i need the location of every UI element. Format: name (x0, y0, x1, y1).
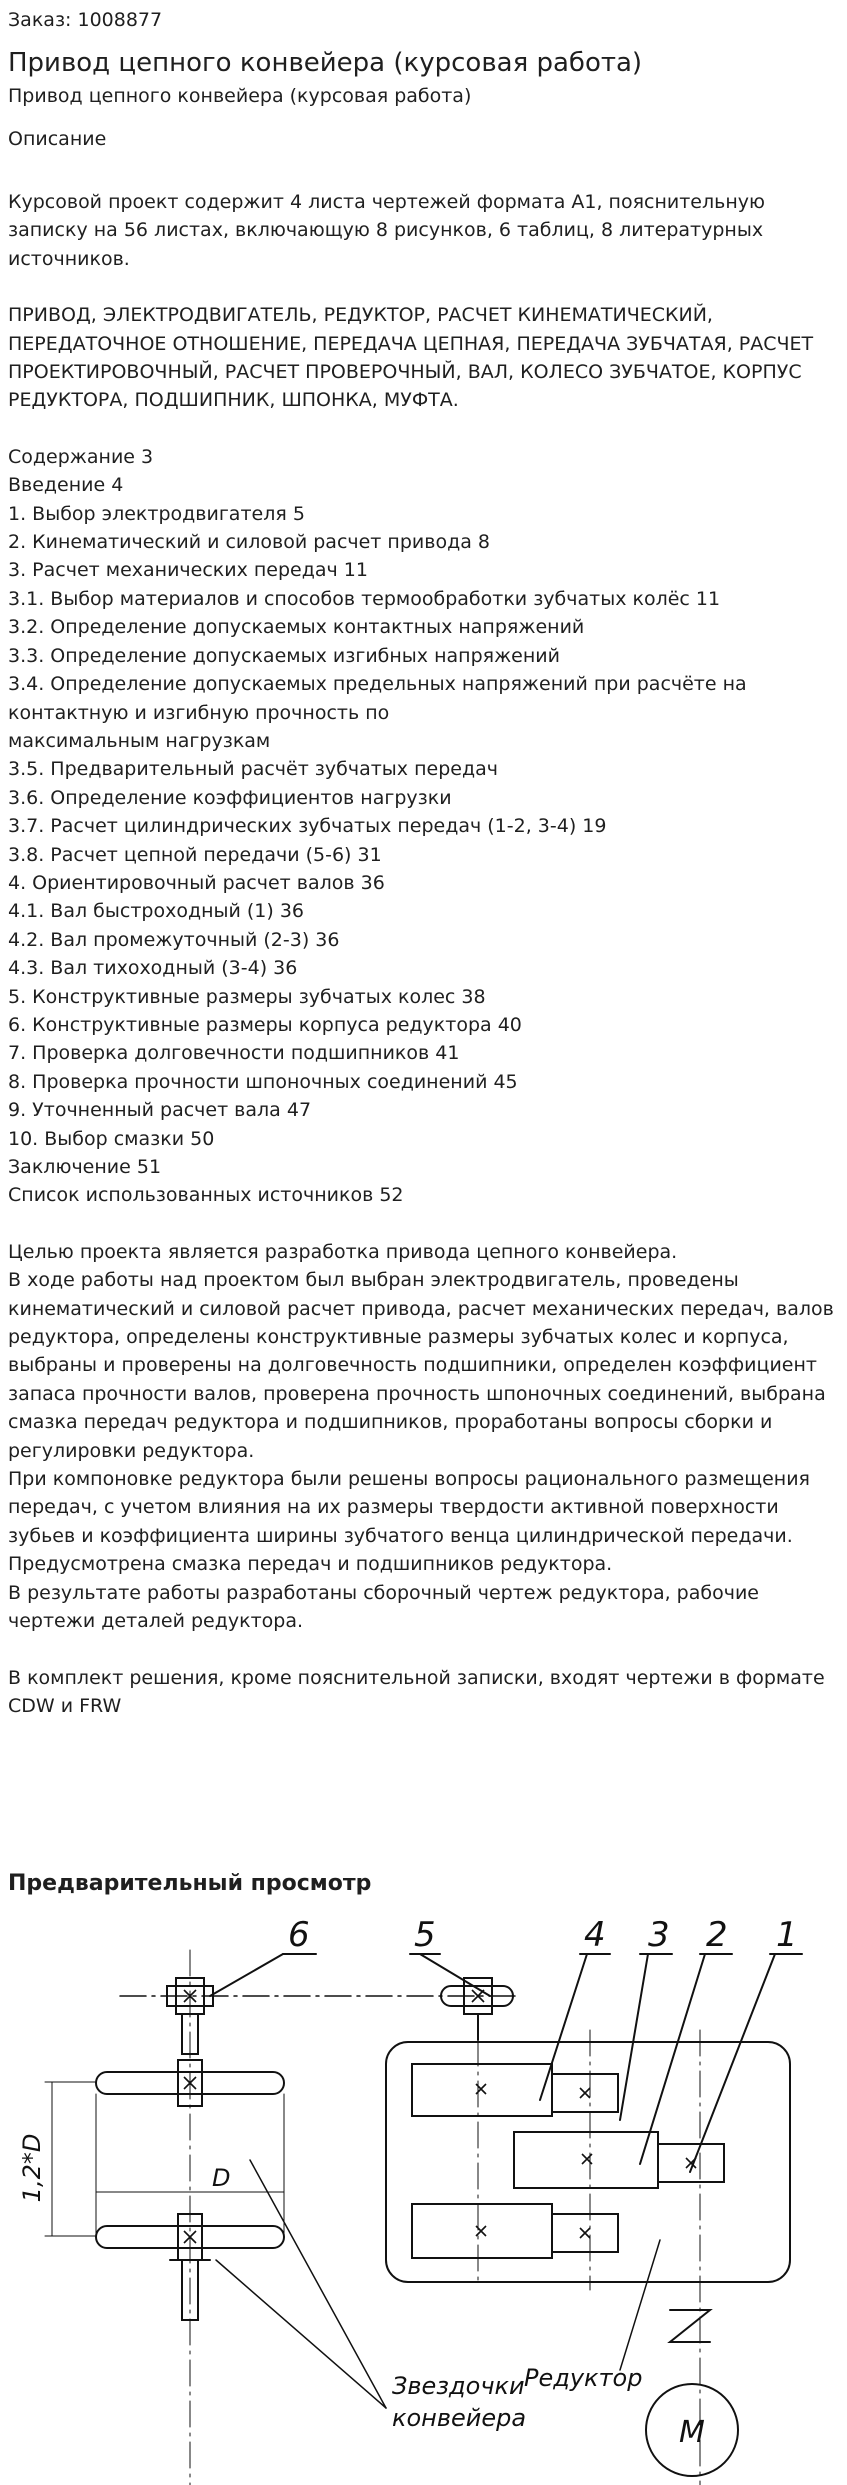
page-title: Привод цепного конвейера (курсовая работа) (8, 48, 643, 78)
leader-3 (620, 1954, 648, 2120)
conclusion-line: В результате работы разработаны сборочный чертеж редуктора, рабочие чертежи деталей редуктора. (8, 1581, 766, 1633)
sprockets-label-line1: Звездочки (392, 2372, 525, 2400)
toc-item: Список использованных источников 52 (8, 1184, 404, 1207)
reducer-label: Редуктор (524, 2364, 643, 2392)
label-2: 2 (706, 1915, 728, 1955)
label-5: 5 (414, 1915, 436, 1955)
toc-item: 4.2. Вал промежуточный (2-3) 36 (8, 928, 340, 951)
toc-item: 4. Ориентировочный расчет валов 36 (8, 871, 385, 894)
toc-item: Введение 4 (8, 474, 124, 497)
description-heading: Описание (8, 128, 107, 150)
toc-item: 10. Выбор смазки 50 (8, 1127, 215, 1150)
toc-item: 3.2. Определение допускаемых контактных напряжений (8, 616, 585, 639)
toc-item: 7. Проверка долговечности подшипников 41 (8, 1042, 460, 1065)
label-4: 4 (584, 1915, 606, 1955)
table-of-contents (8, 443, 838, 1210)
label-6: 6 (288, 1915, 310, 1955)
toc-item: 4.1. Вал быстроходный (1) 36 (8, 900, 305, 923)
dim-d-label: D (212, 2164, 231, 2192)
toc-item: 3.4. Определение допускаемых предельных напряжений при расчёте на контактную и изгибную прочность по (8, 673, 753, 724)
conclusion-line: При компоновке редуктора были решены вопросы рационального размещения передач, с учетом влияния на их размеры твердости активной поверхности зубьев и коэффициента ширины зубчатого венца цилиндрической передачи. (8, 1468, 817, 1547)
leader-6 (210, 1954, 283, 1996)
conclusion-block (8, 1238, 838, 1636)
keywords-paragraph: ПРИВОД, ЭЛЕКТРОДВИГАТЕЛЬ, РЕДУКТОР, РАСЧЕТ КИНЕМАТИЧЕСКИЙ, ПЕРЕДАТОЧНОЕ ОТНОШЕНИЕ, ПЕРЕДАЧА ЦЕПНАЯ, ПЕРЕДАЧА ЗУБЧАТАЯ, РАСЧЕТ ПРОЕКТИРОВОЧНЫЙ, РАСЧЕТ ПРОВЕРОЧНЫЙ, ВАЛ, КОЛЕСО ЗУБЧАТОЕ, КОРПУС РЕДУКТОРА, ПОДШИПНИК, ШПОНКА, МУФТА. (8, 304, 820, 412)
preview-heading: Предварительный просмотр (8, 1871, 372, 1896)
toc-item: 5. Конструктивные размеры зубчатых колес 38 (8, 985, 486, 1008)
toc-item: 3.8. Расчет цепной передачи (5-6) 31 (8, 843, 382, 866)
coupling-symbol (670, 2310, 710, 2342)
toc-item: 3.1. Выбор материалов и способов термообработки зубчатых колёс 11 (8, 587, 721, 610)
dim-12d-label: 1,2*D (18, 2133, 46, 2203)
leader-sprockets-1 (250, 2160, 386, 2408)
leader-4 (540, 1954, 587, 2100)
order-number: Заказ: 1008877 (8, 9, 163, 31)
toc-item: 8. Проверка прочности шпоночных соединений 45 (8, 1070, 518, 1093)
subtitle: Привод цепного конвейера (курсовая работа) (8, 85, 472, 107)
toc-item: 3.5. Предварительный расчёт зубчатых передач (8, 758, 498, 781)
kinematic-diagram (0, 1910, 847, 2485)
conclusion-line: Целью проекта является разработка привода цепного конвейера. (8, 1240, 678, 1263)
leader-1 (690, 1954, 775, 2172)
label-1: 1 (776, 1915, 798, 1955)
leader-sprockets-2 (216, 2260, 386, 2408)
toc-item: 3. Расчет механических передач 11 (8, 559, 368, 582)
toc-item: максимальным нагрузкам (8, 729, 271, 752)
toc-item: 3.6. Определение коэффициентов нагрузки (8, 786, 452, 809)
intro-paragraph: Курсовой проект содержит 4 листа чертежей формата А1, пояснительную записку на 56 листах, включающую 8 рисунков, 6 таблиц, 8 литературных источников. (8, 191, 772, 270)
toc-item: Заключение 51 (8, 1156, 162, 1178)
reducer-housing (386, 2042, 790, 2282)
motor-label: М (679, 2415, 705, 2450)
conclusion-line: В ходе работы над проектом был выбран электродвигатель, проведены кинематический и силовой расчет привода, расчет механических передач, валов редуктора, определены конструктивные размеры зубчатых колес и корпуса, выбраны и проверены на долговечность подшипники, определен коэффициент запаса прочности валов, проверена прочность шпоночных соединений, выбрана смазка передач редуктора и подшипников, проработаны вопросы сборки и регулировки редуктора. (8, 1269, 840, 1462)
toc-item: 4.3. Вал тихоходный (3-4) 36 (8, 957, 298, 980)
label-3: 3 (648, 1915, 670, 1955)
conclusion-line: Предусмотрена смазка передач и подшипников редуктора. (8, 1553, 613, 1576)
toc-item: 3.3. Определение допускаемых изгибных напряжений (8, 644, 560, 667)
leader-5 (420, 1954, 490, 1996)
leader-reducer (620, 2240, 660, 2370)
toc-item: 9. Уточненный расчет вала 47 (8, 1099, 312, 1122)
sprockets-label-line2: конвейера (392, 2404, 527, 2432)
toc-item: 3.7. Расчет цилиндрических зубчатых передач (1-2, 3-4) 19 (8, 815, 607, 838)
toc-item: 6. Конструктивные размеры корпуса редуктора 40 (8, 1013, 522, 1036)
formats-note: В комплект решения, кроме пояснительной записки, входят чертежи в формате CDW и FRW (8, 1666, 831, 1717)
description-body (8, 188, 838, 1720)
toc-item: 2. Кинематический и силовой расчет привода 8 (8, 531, 490, 554)
toc-item: Содержание 3 (8, 445, 154, 468)
toc-item: 1. Выбор электродвигателя 5 (8, 502, 305, 525)
